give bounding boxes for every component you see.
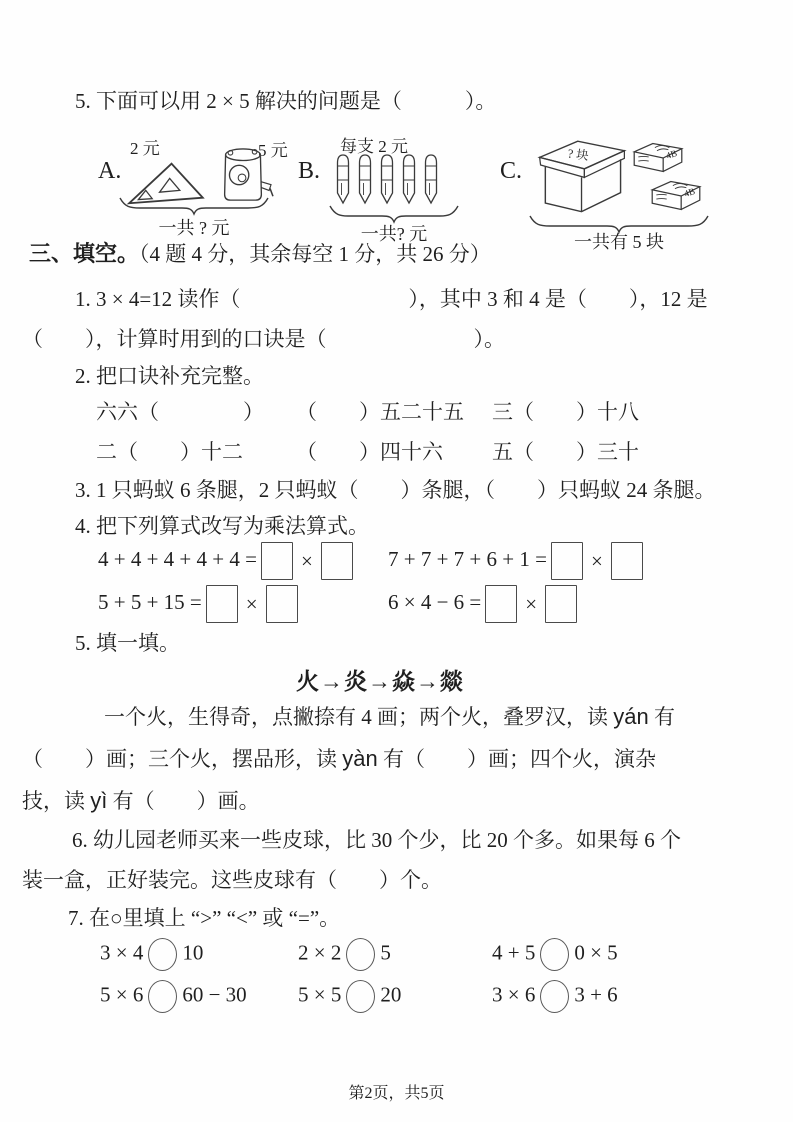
q1-line2: （ ），计算时用到的口诀是（ ）。 (22, 327, 505, 351)
eraser-icon (628, 140, 688, 176)
q7-left: 3 × 6 (492, 982, 536, 1007)
answer-box[interactable] (206, 585, 238, 623)
times-sign: × (525, 591, 538, 616)
option-a-price-left: 2 元 (130, 139, 160, 158)
q1-line1: 1. 3 × 4=12 读作（ ），其中 3 和 4 是（ ），12 是 (75, 287, 708, 311)
answer-box[interactable] (611, 542, 643, 580)
q4-title: 4. 把下列算式改写为乘法算式。 (75, 514, 369, 538)
answer-box[interactable] (551, 542, 583, 580)
q7-right: 60 − 30 (182, 982, 247, 1007)
q7-title: 7. 在○里填上 “>” “<” 或 “=”。 (68, 906, 341, 930)
answer-box[interactable] (261, 542, 293, 580)
q7-right: 20 (380, 982, 402, 1007)
q5-choice-text: 5. 下面可以用 2 × 5 解决的问题是（ ）。 (75, 89, 497, 113)
q4-equation-3 (98, 585, 302, 623)
q7-left: 5 × 5 (298, 982, 342, 1007)
q2-row2-cell3: 五（ ）三十 (492, 440, 639, 464)
q5fill-line2-text2: 有（ ）画；四个火，演杂 (377, 747, 656, 771)
pinyin-yan4: yàn (342, 746, 378, 771)
q7-left: 3 × 4 (100, 940, 144, 965)
compare-circle[interactable] (148, 938, 177, 971)
option-a (98, 132, 303, 236)
times-sign: × (300, 548, 313, 573)
compare-circle[interactable] (346, 980, 375, 1013)
option-c-caption: 一共有 5 块 (574, 232, 664, 252)
eraser-brand-label: 4B (665, 149, 679, 162)
option-b-label: B. (298, 158, 321, 184)
pen-icon (422, 153, 440, 205)
q4-eq2-text: 7 + 7 + 7 + 6 + 1 = (388, 546, 547, 571)
section-title: 三、填空。 (29, 241, 140, 266)
times-sign: × (245, 591, 258, 616)
q7-right: 10 (182, 940, 204, 965)
q2-row1-cell2: （ ）五二十五 (296, 400, 464, 424)
compare-circle[interactable] (148, 980, 177, 1013)
option-a-price-right: 5 元 (258, 141, 288, 160)
option-b (298, 132, 473, 244)
q5fill-line3 (22, 787, 260, 815)
q7-compare-1 (100, 938, 203, 971)
compare-circle[interactable] (540, 938, 569, 971)
q7-compare-4 (100, 980, 247, 1013)
q2-row1-cell1: 六六（ ） (96, 400, 264, 424)
q7-left: 5 × 6 (100, 982, 144, 1007)
q5fill-line1-text: 一个火，生得奇，点撇捺有 4 画；两个火，叠罗汉，读 (104, 705, 614, 729)
q7-compare-5 (298, 980, 401, 1013)
q5fill-title: 5. 填一填。 (75, 631, 180, 655)
q5fill-line1 (104, 703, 675, 731)
compare-circle[interactable] (540, 980, 569, 1013)
option-c (500, 128, 720, 252)
section-score-note: （4 题 4 分，其余每空 1 分，共 26 分） (139, 242, 491, 266)
eraser-icon (646, 178, 706, 214)
q5fill-line1-text2: 有 (648, 705, 675, 729)
answer-box[interactable] (321, 542, 353, 580)
q7-right: 0 × 5 (574, 940, 618, 965)
q4-equation-4 (388, 585, 581, 623)
q7-left: 2 × 2 (298, 940, 342, 965)
answer-box[interactable] (266, 585, 298, 623)
compare-circle[interactable] (346, 938, 375, 971)
eraser-brand-label: 4B (683, 187, 697, 200)
box-icon (532, 134, 632, 216)
q2-row1-cell3: 三（ ）十八 (492, 400, 639, 424)
brace-icon (118, 196, 270, 216)
pen-icon (334, 153, 352, 205)
section-header (29, 240, 491, 268)
option-c-label: C. (500, 158, 523, 184)
box-question-label: ? 块 (566, 146, 590, 163)
q7-right: 5 (380, 940, 391, 965)
q5fill-line3-text: 技，读 (22, 789, 91, 813)
option-a-caption: 一共 ? 元 (158, 218, 230, 238)
answer-box[interactable] (545, 585, 577, 623)
q5fill-line3-text2: 有（ ）画。 (107, 789, 260, 813)
answer-box[interactable] (485, 585, 517, 623)
q4-eq4-text: 6 × 4 − 6 = (388, 589, 482, 614)
q6-line1: 6. 幼儿园老师买来一些皮球，比 30 个少，比 20 个多。如果每 6 个 (72, 828, 681, 852)
q4-eq1-text: 4 + 4 + 4 + 4 + 4 = (98, 546, 257, 571)
q3-text: 3. 1 只蚂蚁 6 条腿，2 只蚂蚁（ ）条腿，（ ）只蚂蚁 24 条腿。 (75, 478, 716, 502)
option-b-unit-price: 每支 2 元 (340, 137, 408, 156)
q7-compare-6 (492, 980, 618, 1013)
q4-equation-2 (388, 542, 647, 580)
q5fill-heading: 火→炎→焱→燚 (296, 669, 464, 694)
q2-row2-cell2: （ ）四十六 (296, 440, 443, 464)
option-a-label: A. (98, 158, 122, 184)
q6-line2: 装一盒，正好装完。这些皮球有（ ）个。 (22, 868, 442, 892)
pens-row (334, 153, 440, 205)
q5fill-line2 (22, 745, 656, 773)
pen-icon (400, 153, 418, 205)
q7-compare-3 (492, 938, 618, 971)
pinyin-yan2: yán (613, 704, 649, 729)
page-footer: 第2页，共5页 (348, 1085, 445, 1102)
option-b-caption: 一共? 元 (360, 224, 428, 244)
q4-equation-1 (98, 542, 357, 580)
q7-right: 3 + 6 (574, 982, 618, 1007)
q5fill-line2-text: （ ）画；三个火，摆品形，读 (22, 747, 343, 771)
pen-icon (378, 153, 396, 205)
q7-left: 4 + 5 (492, 940, 536, 965)
q2-row2-cell1: 二（ ）十二 (96, 440, 243, 464)
pen-icon (356, 153, 374, 205)
q7-compare-2 (298, 938, 391, 971)
q4-eq3-text: 5 + 5 + 15 = (98, 589, 202, 614)
pinyin-yi4: yì (90, 788, 108, 813)
q2-title: 2. 把口诀补充完整。 (75, 364, 264, 388)
times-sign: × (590, 548, 603, 573)
